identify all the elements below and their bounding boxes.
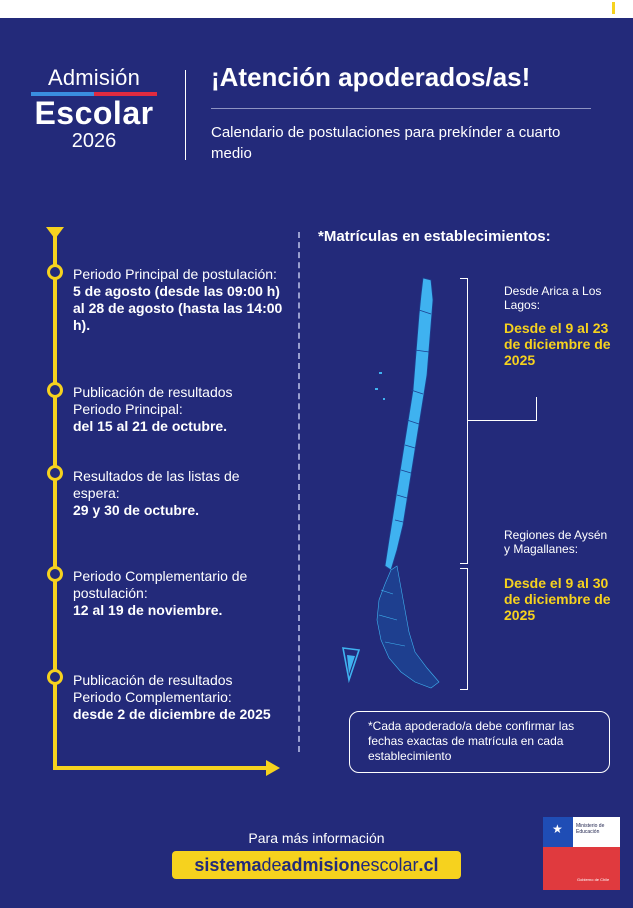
event-label: Resultados de las listas de espera: bbox=[73, 468, 240, 501]
page-title: ¡Atención apoderados/as! bbox=[211, 62, 531, 92]
event-label: Publicación de resultados Periodo Principal: bbox=[73, 384, 233, 417]
map-bracket-connector bbox=[468, 420, 536, 421]
url-part: escolar bbox=[360, 855, 419, 875]
timeline-event bbox=[73, 468, 283, 519]
ministry-logo-icon: ★ Ministerio de Educación Gobierno de Chile bbox=[543, 817, 620, 890]
timeline-dot bbox=[47, 382, 63, 398]
logo-line2: Escolar bbox=[34, 95, 154, 131]
map-south-regions bbox=[377, 566, 439, 688]
top-white-bar bbox=[0, 0, 633, 18]
event-date: 5 de agosto (desde las 09:00 h) al 28 de agosto (hasta las 14:00 h). bbox=[73, 283, 283, 333]
timeline-line bbox=[53, 236, 57, 770]
map-bracket-connector-v bbox=[536, 397, 537, 421]
region-south-date: Desde el 9 al 30 de diciembre de 2025 bbox=[504, 575, 611, 623]
url-part: admision bbox=[281, 855, 361, 875]
event-date: 29 y 30 de octubre. bbox=[73, 502, 200, 518]
timeline-bottom-line bbox=[53, 766, 267, 770]
timeline-dot bbox=[47, 566, 63, 582]
event-date: 12 al 19 de noviembre. bbox=[73, 602, 223, 618]
event-label: Publicación de resultados Periodo Complementario: bbox=[73, 672, 233, 705]
admision-escolar-logo bbox=[28, 66, 160, 152]
logo-line1: Admisión bbox=[47, 65, 141, 90]
ministry-name: Ministerio de Educación bbox=[576, 823, 605, 835]
event-label: Periodo Principal de postulación: bbox=[73, 266, 277, 282]
page-subtitle: Calendario de postulaciones para prekínder a cuarto medio bbox=[211, 124, 561, 162]
antarctic-territory-icon bbox=[343, 648, 359, 680]
region-north-label: Desde Arica a Los Lagos: bbox=[504, 284, 602, 312]
column-divider bbox=[298, 232, 300, 752]
timeline-event bbox=[73, 568, 283, 619]
enrollment-note: *Cada apoderado/a debe confirmar las fechas exactas de matrícula en cada establecimiento bbox=[349, 711, 610, 773]
region-north-date: Desde el 9 al 23 de diciembre de 2025 bbox=[504, 320, 611, 368]
timeline-event bbox=[73, 384, 283, 435]
url-part: sistema bbox=[194, 855, 262, 875]
timeline-event bbox=[73, 672, 283, 723]
timeline-event bbox=[73, 266, 283, 334]
event-label: Periodo Complementario de postulación: bbox=[73, 568, 248, 601]
top-accent-mark bbox=[612, 2, 615, 14]
header-divider bbox=[185, 70, 186, 160]
website-link[interactable] bbox=[172, 851, 461, 879]
timeline-dot bbox=[47, 264, 63, 280]
event-date: del 15 al 21 de octubre. bbox=[73, 418, 228, 434]
map-north-regions bbox=[375, 278, 433, 570]
more-info-label: Para más información bbox=[248, 830, 385, 846]
map-bracket-north bbox=[460, 278, 468, 564]
title-underline bbox=[211, 108, 591, 109]
map-bracket-south bbox=[460, 568, 468, 690]
timeline-dot bbox=[47, 465, 63, 481]
timeline-arrow-icon bbox=[266, 760, 280, 776]
logo-year: 2026 bbox=[71, 130, 117, 152]
event-date: desde 2 de diciembre de 2025 bbox=[73, 706, 271, 722]
region-south-label: Regiones de Aysén y Magallanes: bbox=[504, 528, 608, 556]
url-part: de bbox=[261, 855, 282, 875]
timeline-dot bbox=[47, 669, 63, 685]
government-name: Gobierno de Chile bbox=[577, 877, 610, 882]
enrollment-title: *Matrículas en establecimientos: bbox=[318, 228, 551, 245]
url-part: .cl bbox=[418, 855, 439, 875]
